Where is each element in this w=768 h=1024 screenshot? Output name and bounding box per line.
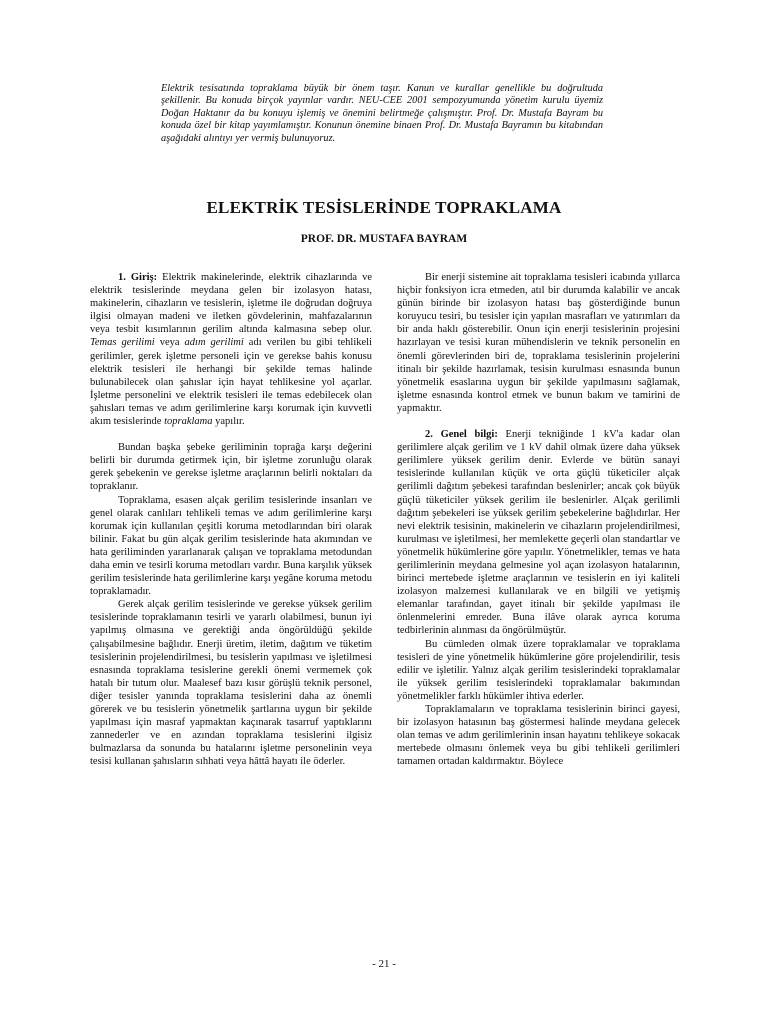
paragraph: Gerek alçak gerilim tesislerinde ve gerekse yüksek gerilim tesislerinde topraklamanın tesirli ve yararlı olabilmesi, bunun iyi yapılmış olmasına ve gerektiği anda öngörüldüğü şekilde çalışabilmesine bağlıdır. Enerji üretim, iletim, dağıtım ve tüketim tesislerinin projelendirilmesi, bu tesislerin yapılması ve işletilmesi esnasında topraklama tesislerine gerekli önemi vermemek çok hatalı bir tutum olur. Maalesef bazı kısır görüşlü teknik personel, diğer tesisler yanında topraklama tesislerini daha az önemli görerek ve bu tesislerin yönetmelik şartlarına uygun bir şekilde yapılması için masraf yapmaktan kaçınarak tasarruf yaptıklarını zannederler ve en azından topraklama tesislerini ilgisiz bulmazlarsa da sonunda bu hatalarını işletme personelinin veya tesisi kullanan şahısların sıhhati veya hâttâ hayatı ile öderler. (90, 599, 372, 768)
section-1-heading: 1. Giriş: (118, 272, 158, 283)
paragraph: Bundan başka şebeke geriliminin toprağa karşı değerini belirli bir durumda getirmek için, bir işletme zorunluğu olarak gerek şebekenin ve gerekse işletme araçlarının belirli noktaları da topraklanır. (90, 442, 372, 493)
term-topraklama: topraklama (164, 416, 213, 428)
paragraph: Bir enerji sistemine ait topraklama tesisleri icabında yıllarca hiçbir fonksiyon icra etmeden, atıl bir durumda kalabilir ve ancak günün birinde bir izolasyon hatası baş gösterdiğinde bunun koruyucu tesiri, bu tesisler için yapılan masrafları ve yatırımları da bir anda haklı gösterebilir. Onun için enerji tesislerinin projesini hazırlayan ve tesisi kuran mühendislerin ve teknik personelin en önemli görevlerinden biri de, topraklama tesislerinin projelerini itinalı bir şekilde hazırlamak, tesisin kurulması esnasında bunun yönetmelik esaslarına uygun bir şekilde yapılmasını sağlamak, işletme esnasında kontrol etmek ve bunun bakım ve tamirini de yapmaktır. (397, 272, 680, 414)
page-number: - 21 - (372, 958, 396, 970)
article-author: PROF. DR. MUSTAFA BAYRAM (300, 233, 468, 245)
intro-note: Elektrik tesisatında topraklama büyük bir önem taşır. Kanun ve kurallar genellikle bu doğrultuda şekillenir. Bu konuda birçok yayınlar vardır. NEU-CEE 2001 sempozyumunda yönetim kurulu üyemiz Doğan Haktanır da bu konuyu işlemiş ve önemini belirtmeğe çalışmıştır. Prof. Dr. Mustafa Bayram bu konuda özel bir kitap yayımlamıştır. Konunun önemine binaen Prof. Dr. Mustafa Bayramın bu kitabından aşağıdaki alıntıyı yer vermiş bulunuyoruz. (161, 83, 603, 144)
text-run: adı verilen bu gibi tehlikeli gerilimler, gerek işletme personeli için ve gerekse bahis konusu elektrik tesisleri ile herhangi bir şekilde temas halinde bulunabilecek olan şahıslar için hayat tehlikesine yol açarlar. İşletme personelini ve elektrik tesisleri ile temas edebilecek olan şahısları temas ve adım gerilimlerine karşı korumak için kuvvetli akım tesislerinde (90, 337, 372, 428)
text-run: yapılır. (212, 416, 245, 428)
left-column (90, 271, 372, 768)
text-run: Enerji tekniğinde 1 kV'a kadar olan gerilimlere alçak gerilim ve 1 kV dahil olmak üzere daha yüksek gerilimlere yüksek gerilim denir. Evlerde ve bütün sanayi tesislerinde kullanılan küçük ve orta güçlü tüketiciler alçak gerilimli dağıtım şebekesi tarafından beslenirler; ancak çok büyük güçlü tüketiciler yüksek gerilim ile beslenirler. Alçak gerilimli dağıtım şebekeleri ise yüksek gerilim şebekelerine bağlıdırlar. Her nevi elektrik tesisinin, makinelerin ve cihazların projelendirilmesi, kurulması ve işletilmesi, her memlekette geçerli olan standartlar ve yönetmelik hükümlerine göre yapılır. Yönetmelikler, temas ve hata gerilimlerinin meydana gelmesine yol açan izolasyon hatalarının, birinci mertebede işletme araçlarının ve tesislerin en iyi kaliteli izolasyon malzemesi kullanılarak ve en bilgili ve yetişmiş elemanlar tarafından, gayet itinalı bir şekilde yapılması ile önlenmelerini emreder. Buna ilâve olarak ayrıca koruma tedbirlerinin alınması da öngörülmüştür. (397, 429, 680, 637)
paragraph: Topraklama, esasen alçak gerilim tesislerinde insanları ve genel olarak canlıları tehlikeli temas ve adım gerilimlerine karşı korumak için kullanılan çeşitli koruma metodlarından biri olarak bilinir. Fakat bu gün alçak gerilim tesislerinde hata akımından ve hata geriliminden yararlanarak çalışan ve topraklama metodundan daha emin ve tesirli koruma metodları vardır. Buna karşılık yüksek gerilim tesislerinde hata gerilimlerine karşı yegâne koruma metodu topraklamadır. (90, 494, 372, 598)
section-2-paragraph (397, 428, 680, 638)
term-adim-gerilimi: adım gerilimi (184, 337, 244, 349)
text-run: veya (154, 337, 185, 349)
paragraph: Topraklamaların ve topraklama tesislerinin birinci gayesi, bir izolasyon hatasının baş göstermesi halinde meydana gelecek olan temas ve adım gerilimlerinin insan hayatını tehlikeye sokacak mertebede olmasını önlemek veya bu gibi tehlikeli gerilimleri tamamen ortadan kaldırmaktır. Böylece (397, 704, 680, 768)
right-column (397, 271, 680, 768)
section-1-paragraph (90, 271, 372, 428)
article-title: ELEKTRİK TESİSLERİNDE TOPRAKLAMA (206, 198, 562, 217)
term-temas-gerilimi: Temas gerilimi (90, 337, 155, 349)
paragraph: Bu cümleden olmak üzere topraklamalar ve topraklama tesisleri de yine yönetmelik hükümlerine göre projelendirilir, tesis edilir ve işletilir. Yalnız alçak gerilim tesislerindeki topraklamalar ile yüksek gerilim tesislerindeki topraklamalar bakımından yönetmelikler farklı hükümler ihtiva ederler. (397, 638, 680, 702)
text-run: Elektrik makinelerinde, elektrik cihazlarında ve elektrik tesislerinde meydana gelen bir izolasyon hatası, makinelerin, cihazların ve tesislerin, işletme ile doğrudan doğruya ilgisi olmayan madeni ve iletken gövdelerinin, mahfazalarının veya tesbit kısımlarının gerilim altında kalmasına sebep olur. (90, 272, 372, 336)
section-2-heading: 2. Genel bilgi: (425, 429, 498, 441)
